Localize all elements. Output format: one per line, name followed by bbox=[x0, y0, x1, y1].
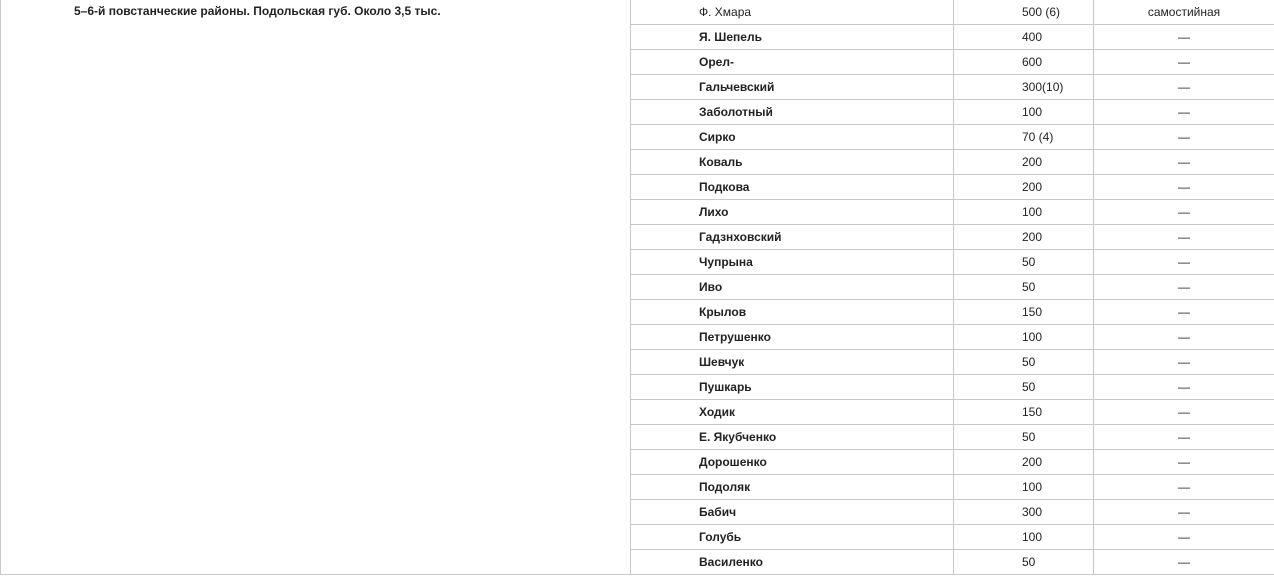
unit-status: — bbox=[1094, 250, 1274, 275]
leader-name: Сирко bbox=[631, 125, 954, 150]
leader-name: Ходик bbox=[631, 400, 954, 425]
unit-count: 100 bbox=[954, 100, 1094, 125]
region-cell: 5–6-й повстанческие районы. Подольская губ. Около 3,5 тыс. bbox=[1, 0, 631, 575]
unit-count: 150 bbox=[954, 400, 1094, 425]
unit-count: 100 bbox=[954, 325, 1094, 350]
leader-name: Е. Якубченко bbox=[631, 425, 954, 450]
unit-count: 50 bbox=[954, 350, 1094, 375]
unit-count: 150 bbox=[954, 300, 1094, 325]
leader-name: Чупрына bbox=[631, 250, 954, 275]
unit-count: 50 bbox=[954, 250, 1094, 275]
leader-name: Заболотный bbox=[631, 100, 954, 125]
leader-name: Дорошенко bbox=[631, 450, 954, 475]
unit-status: — bbox=[1094, 325, 1274, 350]
unit-status: — bbox=[1094, 125, 1274, 150]
unit-status: — bbox=[1094, 150, 1274, 175]
leader-name: Орел- bbox=[631, 50, 954, 75]
unit-count: 300(10) bbox=[954, 75, 1094, 100]
unit-count: 50 bbox=[954, 275, 1094, 300]
unit-count: 200 bbox=[954, 175, 1094, 200]
unit-count: 50 bbox=[954, 550, 1094, 575]
unit-status: — bbox=[1094, 300, 1274, 325]
leader-name: Лихо bbox=[631, 200, 954, 225]
table-row bbox=[1, 0, 1274, 25]
unit-count: 200 bbox=[954, 150, 1094, 175]
leader-name: Голубь bbox=[631, 525, 954, 550]
unit-count: 500 (6) bbox=[954, 0, 1094, 25]
leader-name: Ф. Хмара bbox=[631, 0, 954, 25]
unit-status: — bbox=[1094, 200, 1274, 225]
unit-status: — bbox=[1094, 475, 1274, 500]
leader-name: Шевчук bbox=[631, 350, 954, 375]
unit-status: — bbox=[1094, 50, 1274, 75]
unit-count: 50 bbox=[954, 375, 1094, 400]
unit-count: 100 bbox=[954, 525, 1094, 550]
unit-count: 100 bbox=[954, 200, 1094, 225]
leader-name: Подоляк bbox=[631, 475, 954, 500]
unit-count: 300 bbox=[954, 500, 1094, 525]
leader-name: Крылов bbox=[631, 300, 954, 325]
unit-status: — bbox=[1094, 525, 1274, 550]
leader-name: Я. Шепель bbox=[631, 25, 954, 50]
table-body bbox=[1, 0, 1274, 575]
unit-status: — bbox=[1094, 25, 1274, 50]
unit-count: 70 (4) bbox=[954, 125, 1094, 150]
leader-name: Подкова bbox=[631, 175, 954, 200]
unit-status: — bbox=[1094, 425, 1274, 450]
unit-count: 100 bbox=[954, 475, 1094, 500]
unit-status: — bbox=[1094, 450, 1274, 475]
unit-status: — bbox=[1094, 75, 1274, 100]
unit-count: 200 bbox=[954, 225, 1094, 250]
leader-name: Гадзнховский bbox=[631, 225, 954, 250]
unit-count: 50 bbox=[954, 425, 1094, 450]
unit-status: — bbox=[1094, 100, 1274, 125]
unit-status: — bbox=[1094, 550, 1274, 575]
unit-count: 600 bbox=[954, 50, 1094, 75]
unit-status: самостийная bbox=[1094, 0, 1274, 25]
leader-name: Петрушенко bbox=[631, 325, 954, 350]
leader-name: Пушкарь bbox=[631, 375, 954, 400]
unit-count: 200 bbox=[954, 450, 1094, 475]
unit-status: — bbox=[1094, 275, 1274, 300]
leader-name: Василенко bbox=[631, 550, 954, 575]
unit-status: — bbox=[1094, 175, 1274, 200]
unit-status: — bbox=[1094, 500, 1274, 525]
unit-status: — bbox=[1094, 400, 1274, 425]
leader-name: Гальчевский bbox=[631, 75, 954, 100]
leader-name: Бабич bbox=[631, 500, 954, 525]
unit-status: — bbox=[1094, 225, 1274, 250]
unit-status: — bbox=[1094, 350, 1274, 375]
unit-status: — bbox=[1094, 375, 1274, 400]
leader-name: Иво bbox=[631, 275, 954, 300]
leader-name: Коваль bbox=[631, 150, 954, 175]
unit-count: 400 bbox=[954, 25, 1094, 50]
